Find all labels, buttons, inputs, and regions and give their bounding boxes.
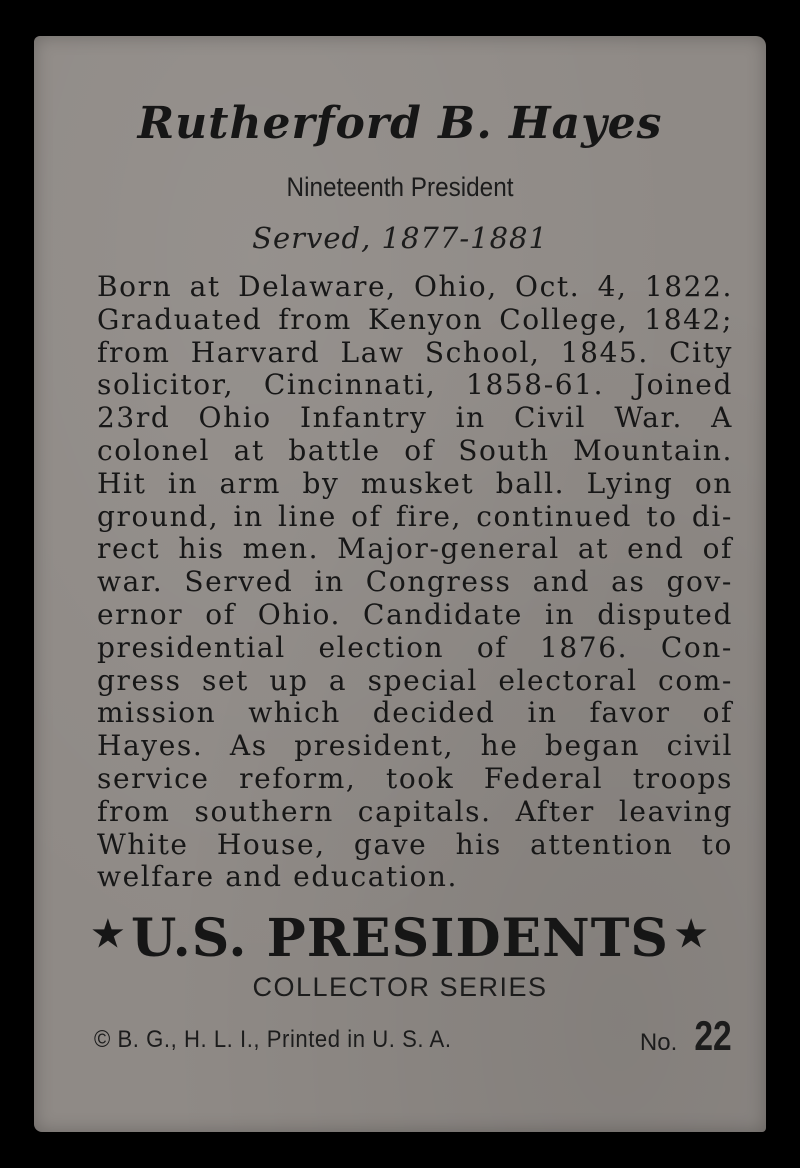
biography-line: welfare and education.: [97, 860, 459, 894]
biography-line: presidential election of 1876. Con-: [97, 630, 733, 664]
star-icon: ★: [91, 913, 126, 955]
series-title-text: U.S. PRESIDENTS: [131, 908, 669, 969]
biography-line: Hayes. As president, he began civil: [97, 729, 733, 763]
biography-line: Hit in arm by musket ball. Lying on: [97, 466, 733, 500]
biography-line: Born at Delaware, Ohio, Oct. 4, 1822.: [97, 270, 733, 303]
series-title: [34, 908, 766, 969]
biography-line: ernor of Ohio. Candidate in disputed: [97, 597, 733, 631]
biography-line: colonel at battle of South Mountain.: [97, 433, 733, 467]
president-name-signature: Rutherford B. Hayes: [137, 98, 663, 149]
biography-line: war. Served in Congress and as gov-: [97, 565, 733, 599]
star-icon: ★: [674, 913, 709, 955]
biography-line: rect his men. Major-general at end of: [97, 532, 733, 566]
biography-line: 23rd Ohio Infantry in Civil War. A: [97, 401, 733, 435]
biography-text: [97, 271, 733, 894]
biography-line: from southern capitals. After leaving: [97, 794, 733, 828]
biography-line: gress set up a special electoral com-: [97, 663, 733, 697]
card-number: [640, 1012, 732, 1060]
trading-card-back: [34, 36, 766, 1132]
biography-line: service reform, took Federal troops: [97, 761, 733, 795]
biography-line: from Harvard Law School, 1845. City: [97, 335, 733, 369]
card-number-value: 22: [694, 1012, 732, 1059]
biography-line: solicitor, Cincinnati, 1858-61. Joined: [97, 368, 733, 402]
term-served: Served, 1877-1881: [252, 221, 548, 255]
biography-line: Graduated from Kenyon College, 1842;: [97, 302, 733, 336]
president-ordinal: Nineteenth President: [286, 172, 514, 202]
card-number-label: No.: [639, 1029, 678, 1056]
biography-line: White House, gave his attention to: [97, 827, 733, 861]
copyright-notice: © B. G., H. L. I., Printed in U. S. A.: [94, 1026, 452, 1053]
biography-line: ground, in line of fire, continued to di-: [97, 499, 733, 533]
biography-line: mission which decided in favor of: [97, 696, 733, 730]
collector-series-label: COLLECTOR SERIES: [252, 972, 548, 1002]
